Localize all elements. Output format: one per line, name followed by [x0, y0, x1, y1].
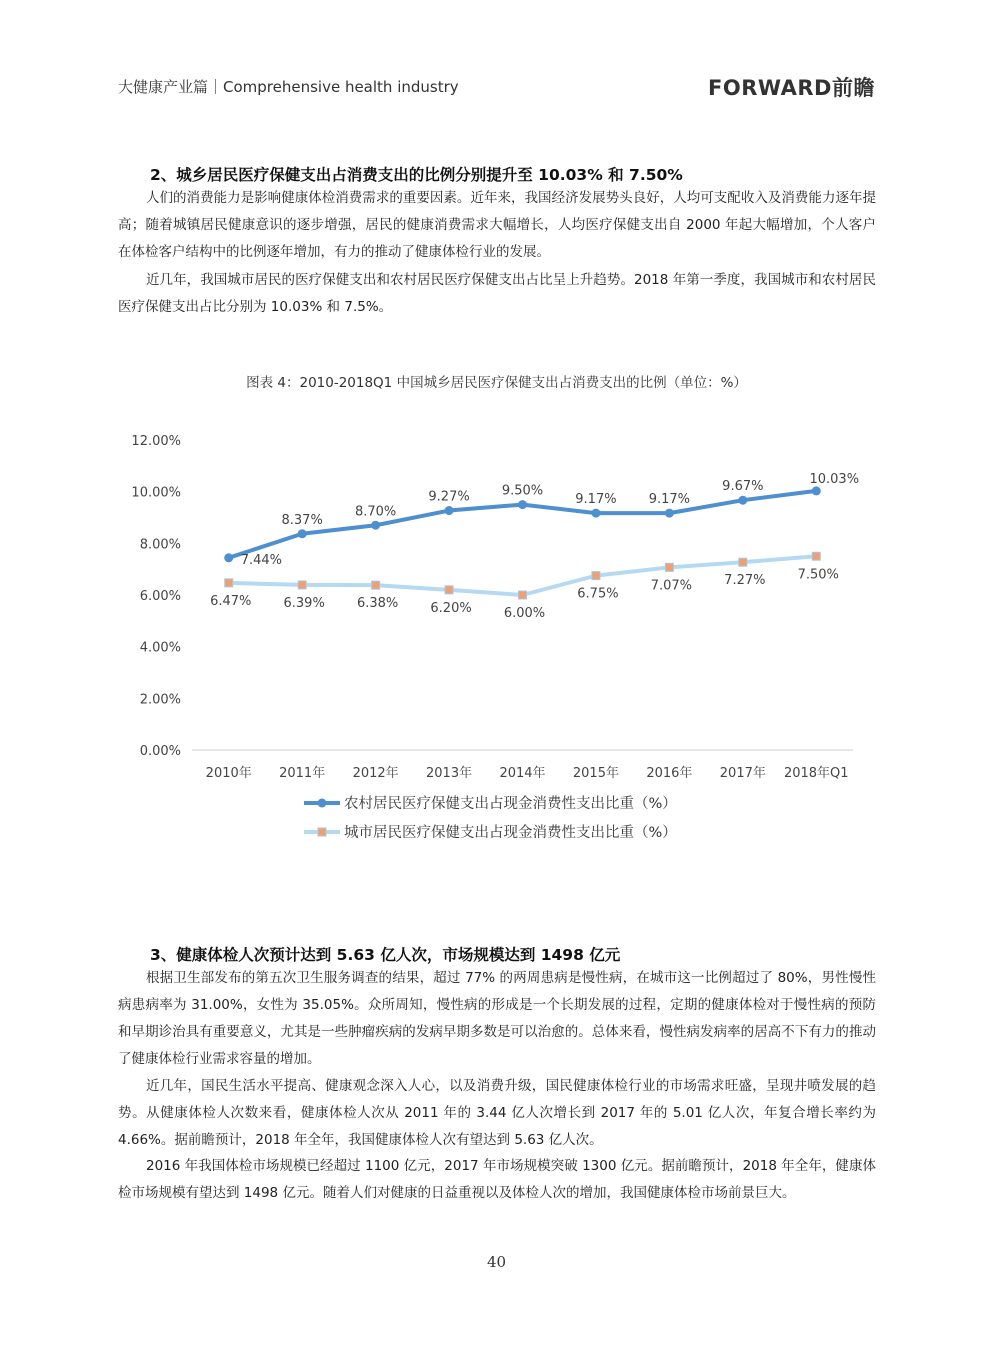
- line-chart: [0, 420, 993, 860]
- data-label-rural: 8.70%: [354, 504, 397, 520]
- x-tick-label: 2014年: [499, 766, 546, 781]
- y-tick-label: 4.00%: [139, 640, 181, 656]
- data-point-rural: [298, 529, 307, 538]
- section-2-paragraph-2: 近几年，我国城市居民的医疗保健支出和农村居民医疗保健支出占比呈上升趋势。2018 年第一季度，我国城市和农村居民医疗保健支出占比分别为 10.03% 和 7.5%。: [118, 272, 876, 315]
- data-label-rural: 7.44%: [240, 552, 283, 568]
- x-tick-label: 2011年: [279, 766, 326, 781]
- data-label-urban: 6.75%: [577, 586, 619, 602]
- section-3-paragraph-3: 2016 年我国体检市场规模已经超过 1100 亿元，2017 年市场规模突破 1300 亿元。据前瞻预计，2018 年全年，健康体检市场规模有望达到 1498 亿元。随着人们对健康的日益重视以及体检人次的增加，我国健康体检市场前景巨大。: [118, 1158, 876, 1201]
- x-tick-label: 2016年: [646, 766, 693, 781]
- data-point-rural: [738, 496, 747, 505]
- brand-logo: [708, 72, 875, 102]
- legend-marker-urban: [318, 828, 326, 836]
- chart-series: [210, 472, 859, 621]
- data-label-rural: 8.37%: [281, 512, 323, 528]
- x-tick-label: 2015年: [572, 766, 619, 781]
- data-label-urban: 6.47%: [210, 593, 252, 609]
- data-point-urban: [298, 581, 306, 589]
- data-point-rural: [371, 521, 380, 530]
- logo-text: FORWARD前瞻: [708, 76, 875, 100]
- data-label-rural: 9.50%: [501, 483, 544, 499]
- data-label-urban: 7.27%: [724, 573, 766, 589]
- legend-label-rural: 农村居民医疗保健支出占现金消费性支出比重（%）: [344, 796, 677, 812]
- section-2-paragraph-1: 人们的消费能力是影响健康体检消费需求的重要因素。近年来，我国经济发展势头良好，人均可支配收入及消费能力逐年提高；随着城镇居民健康意识的逐步增强，居民的健康消费需求大幅增长，人均医疗保健支出自 2000 年起大幅增加，个人客户在体检客户结构中的比例逐年增加，有力的推动了健康体检行业的发展。: [118, 190, 876, 260]
- data-label-urban: 6.00%: [503, 606, 546, 621]
- data-point-rural: [518, 500, 527, 509]
- y-tick-label: 0.00%: [139, 744, 181, 759]
- data-label-rural: 9.67%: [722, 479, 764, 495]
- data-point-urban: [519, 591, 527, 599]
- page-number: 40: [486, 1253, 507, 1271]
- data-label-urban: 7.50%: [797, 567, 839, 583]
- data-point-rural: [445, 506, 454, 515]
- y-tick-label: 6.00%: [139, 589, 181, 604]
- header-title: 大健康产业篇｜Comprehensive health industry: [118, 78, 459, 96]
- data-point-rural: [812, 486, 821, 495]
- section-3-title: 3、健康体检人次预计达到 5.63 亿人次，市场规模达到 1498 亿元: [150, 946, 621, 964]
- x-tick-label: 2017年: [719, 766, 766, 781]
- figure-caption: 图表 4：2010-2018Q1 中国城乡居民医疗保健支出占消费支出的比例（单位：%）: [246, 375, 747, 391]
- data-label-rural: 9.27%: [428, 489, 470, 505]
- y-tick-label: 10.00%: [131, 485, 181, 501]
- data-point-urban: [445, 586, 453, 594]
- legend-marker-rural: [318, 799, 327, 808]
- data-point-urban: [812, 552, 820, 560]
- data-label-rural: 9.17%: [575, 492, 617, 508]
- legend-label-urban: 城市居民医疗保健支出占现金消费性支出比重（%）: [344, 825, 677, 841]
- data-point-urban: [372, 581, 380, 589]
- y-tick-label: 12.00%: [131, 434, 181, 449]
- data-label-urban: 7.07%: [650, 578, 693, 594]
- data-point-rural: [665, 509, 674, 518]
- x-tick-label: 2010年: [205, 766, 252, 781]
- data-point-rural: [591, 509, 600, 518]
- y-tick-label: 8.00%: [139, 537, 181, 553]
- data-label-urban: 6.20%: [430, 600, 472, 616]
- data-label-urban: 6.39%: [283, 595, 325, 611]
- data-point-urban: [739, 558, 747, 566]
- x-tick-label: 2012年: [352, 766, 399, 781]
- data-point-urban: [592, 572, 600, 580]
- y-tick-label: 2.00%: [139, 692, 181, 708]
- data-label-urban: 6.38%: [356, 596, 399, 612]
- data-point-urban: [225, 579, 233, 587]
- data-label-rural: 10.03%: [809, 471, 860, 487]
- data-point-urban: [665, 563, 673, 571]
- section-3-paragraph-2: 近几年，国民生活水平提高、健康观念深入人心，以及消费升级，国民健康体检行业的市场需求旺盛，呈现井喷发展的趋势。从健康体检人次数来看，健康体检人次从 2011 年的 3.44 亿人次增长到 2017 年的 5.01 亿人次，年复合增长率约为 4.66%。据前瞻预计，2018 年全年，我国健康体检人次有望达到 5.63 亿人次。: [118, 1078, 876, 1148]
- x-tick-label: 2013年: [426, 766, 473, 781]
- chart-legend: [304, 794, 677, 841]
- x-tick-label: 2018年Q1: [783, 766, 849, 781]
- section-2-title: 2、城乡居民医疗保健支出占消费支出的比例分别提升至 10.03% 和 7.50%: [150, 166, 683, 184]
- data-point-rural: [224, 553, 233, 562]
- section-3-paragraph-1: 根据卫生部发布的第五次卫生服务调查的结果，超过 77% 的两周患病是慢性病，在城市这一比例超过了 80%，男性慢性病患病率为 31.00%，女性为 35.05%。众所周知，慢性病的形成是一个长期发展的过程，定期的健康体检对于慢性病的预防和早期诊治具有重要意义，尤其是一些肿瘤疾病的发病早期多数是可以治愈的。总体来看，慢性病发病率的居高不下有力的推动了健康体检行业需求容量的增加。: [118, 970, 876, 1067]
- data-label-rural: 9.17%: [648, 492, 691, 508]
